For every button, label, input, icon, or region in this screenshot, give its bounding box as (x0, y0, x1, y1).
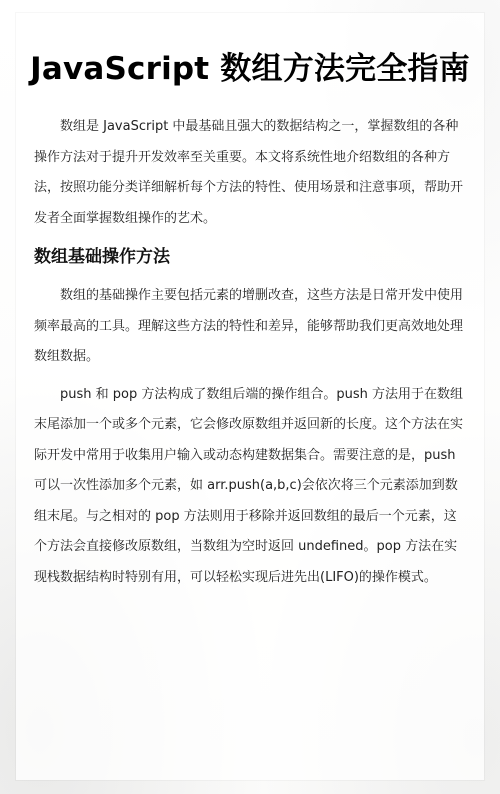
section-heading: 数组基础操作方法 (34, 247, 170, 267)
intro-paragraph: 数组是 JavaScript 中最基础且强大的数据结构之一，掌握数组的各种操作方法对于提升开发效率至关重要。本文将系统性地介绍数组的各种方法，按照功能分类详细解析每个方法的特性、使用场景和注意事项，帮助开发者全面掌握数组操作的艺术。 (34, 119, 464, 226)
page-title: JavaScript 数组方法完全指南 (30, 51, 470, 87)
section-paragraph: push 和 pop 方法构成了数组后端的操作组合。push 方法用于在数组末尾添加一个或多个元素，它会修改原数组并返回新的长度。这个方法在实际开发中常用于收集用户输入或动态构建数据集合。需要注意的是，push 可以一次性添加多个元素，如 arr.push(a,b,c)会依次将三个元素添加到数组末尾。与之相对的 pop 方法则用于移除并返回数组的最后一个元素，这个方法会直接修改原数组，当数组为空时返回 undefined。pop 方法在实现栈数据结构时特别有用，可以轻松实现后进先出(LIFO)的操作模式。 (34, 386, 464, 585)
article-content (34, 112, 466, 593)
section-paragraph: 数组的基础操作主要包括元素的增删改查，这些方法是日常开发中使用频率最高的工具。理解这些方法的特性和差异，能够帮助我们更高效地处理数组数据。 (34, 288, 464, 364)
